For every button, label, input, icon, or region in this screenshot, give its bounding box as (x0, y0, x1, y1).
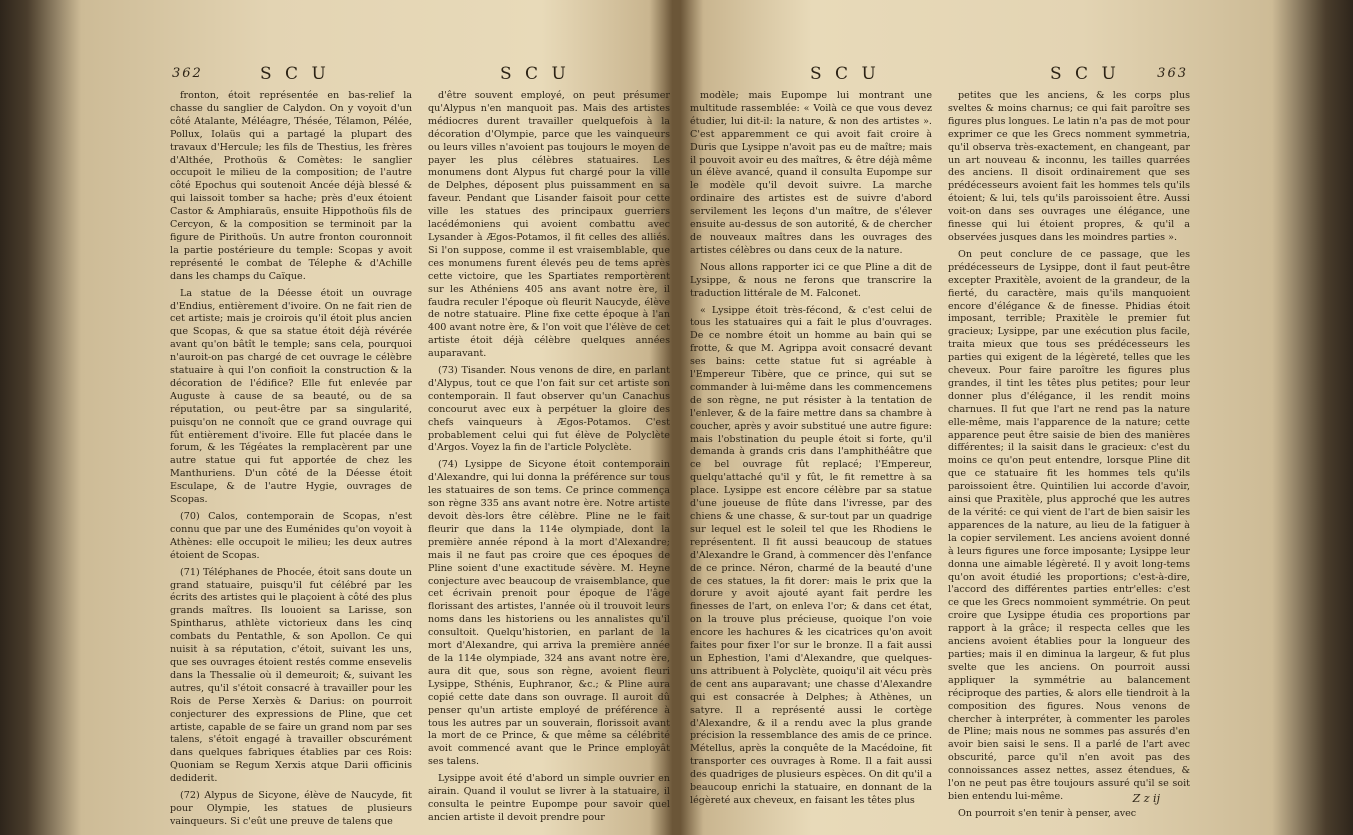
left-column-1 (170, 90, 412, 827)
paragraph: (72) Alypus de Sicyone, élève de Naucyde, fit pour Olympie, les statues de plusieurs vainqueurs. Si c'eût une preuve de talens que (170, 790, 412, 827)
left-page-header (170, 60, 670, 90)
paragraph: (74) Lysippe de Sicyone étoit contemporain d'Alexandre, qui lui donna la préférence sur tous les statuaires de son tems. Ce prince commença son règne 335 ans avant notre ère. Notre artiste devoit dès-lors être célèbre. Pline ne le fait fleurir que dans la 114e olympiade, dont la première année répond à la mort d'Alexandre; mais il ne faut pas croire que ces époques de Pline soient d'une exactitude sévère. M. Heyne conjecture avec beaucoup de vraisemblance, que cet écrivain prenoit pour époque de l'âge florissant des artistes, l'année où il trouvoit leurs noms dans les historiens ou les annalistes qu'il consultoit. Quelqu'historien, en parlant de la mort d'Alexandre, qui arriva la première année de la 114e olympiade, 324 ans avant notre ère, aura dit que, sous son règne, avoient fleuri Lysippe, Sthénis, Euphranor, &c.; & Pline aura copié cette date dans son ouvrage. Il auroit dû penser qu'un artiste employé de préférence à tous les autres par un souverain, florissoit avant la mort de ce Prince, & que même sa célébrité avoit commencé avant que le Prince employât ses talens. (428, 459, 670, 768)
signature-mark: Z z ij (1132, 792, 1160, 805)
right-page-header (690, 60, 1190, 90)
running-head-left: S C U (260, 64, 330, 84)
paragraph: La statue de la Déesse étoit un ouvrage d'Endius, entièrement d'ivoire. On ne fait rien de cet artiste; mais je croirois qu'il étoit plus ancien que Scopas, & que sa statue étoit déjà révérée avant qu'on bâtît le temple; sans cela, pourquoi n'auroit-on pas chargé de cet ouvrage le célèbre statuaire à qui l'on confioit la construction & la décoration de l'édifice? Elle fut enlevée par Auguste à cause de sa beauté, ou de sa réputation, ou peut-être par sa singularité, puisqu'on ne connoît que ce grand ouvrage qui fût entièrement d'ivoire. Elle fut placée dans le forum, & les Tégéates la remplacèrent par une autre statue qui fut apportée de chez les Manthuriens. D'un côté de la Déesse étoit Esculape, & de l'autre Hygie, ouvrages de Scopas. (170, 287, 412, 506)
paragraph: d'être souvent employé, on peut présumer qu'Alypus n'en manquoit pas. Mais des artistes médiocres durent travailler quelquefois à la décoration d'Olympie, parce que les vainqueurs ou leurs villes n'avoient pas toujours le moyen de payer les plus célèbres statuaires. Les monumens dont Alypus fut chargé pour la ville de Delphes, déposent plus puissamment en sa faveur. Pendant que Lisander faisoit pour cette ville les statues des principaux guerriers lacédémoniens qui avoient combattu avec Lysander à Ægos-Potamos, il fit celles des alliés. Si l'on suppose, comme il est vraisemblable, que ces monumens furent élevés peu de tems après cette victoire, que les Spartiates remportèrent sur les Athéniens 405 ans avant notre ère, il faudra reculer l'époque où fleurit Naucyde, élève de notre statuaire. Pline fixe cette époque à l'an 400 avant notre ère, & l'on voit que l'élève de cet artiste étoit déjà célèbre quelques années auparavant. (428, 90, 670, 360)
page-number: 362 (172, 66, 203, 81)
left-page (170, 60, 670, 827)
paragraph: Lysippe avoit été d'abord un simple ouvrier en airain. Quand il voulut se livrer à la statuaire, il consulta le peintre Eupompe pour savoir quel ancien artiste il devoit prendre pour (428, 773, 670, 823)
paragraph: Nous allons rapporter ici ce que Pline a dit de Lysippe, & nous ne ferons que transcrire la traduction littérale de M. Falconet. (690, 261, 932, 299)
left-column-2 (428, 90, 670, 823)
running-head-left: S C U (810, 64, 880, 84)
right-column-1 (690, 90, 932, 806)
page-number: 363 (1157, 66, 1188, 81)
paragraph: On peut conclure de ce passage, que les prédécesseurs de Lysippe, dont il faut peut-être excepter Praxitèle, avoient de la grandeur, de la fierté, du caractère, mais qu'ils manquoient encore d'élégance & de finesse. Phidias étoit imposant, terrible; Praxitèle le premier fut gracieux; Lysippe, par une exécution plus facile, traita mieux que tous ses prédécesseurs les parties qui exigent de la légèreté, telles que les cheveux. Pour faire paroître les figures plus grandes, il tint les têtes plus petites; pour leur donner plus d'élégance, il les rendit moins charnues. Il fut que l'art ne rend pas la nature elle-même, mais l'apparence de la nature; cette apparence peut être saisie de bien des manières différentes; il la saisit dans le gracieux: c'est du moins ce qu'on peut entendre, lorsque Pline dit que ce statuaire fit les hommes tels qu'ils paroissoient être. Quintilien lui accorde d'avoir, ainsi que Praxitèle, plus approché que les autres de la vérité: ce qui vient de l'art de bien saisir les apparences de la nature, au lieu de la fatiguer à la copier servilement. Les anciens avoient donné à leurs figures une force imposante; Lysippe leur donna une aimable légèreté. Il y avoit long-tems qu'on avoit étudié les proportions; c'est-à-dire, l'accord des différentes parties entr'elles: c'est ce que les Grecs nommoient symmétrie. On peut croire que Lysippe étudia ces proportions par rapport à la grâce; il respecta celles que les anciens avoient établies pour la longueur des parties; mais il en diminua la largeur, & fut plus svelte que les anciens. On pourroit aussi appliquer la symmétrie au balancement réciproque des parties, & alors elle tiendroit à la composition des figures. Nous venons de chercher à interpréter, à commenter les paroles de Pline; mais nous ne sommes pas assurés d'en avoir bien saisi le sens. Il a parlé de l'art avec obscurité, parce qu'il n'en avoit pas des connoissances assez nettes, assez étendues, & l'on ne peut pas être toujours assuré qu'il se soit bien entendu lui-même. (948, 248, 1190, 802)
paragraph: On pourroit s'en tenir à penser, avec (958, 807, 1137, 819)
running-head-right: S C U (500, 64, 570, 84)
paragraph: « Lysippe étoit très-fécond, & c'est celui de tous les statuaires qui a fait le plus d'ouvrages. De ce nombre étoit un homme au bain qui se frotte, & que M. Agrippa avoit consacré devant ses bains: cette statue fut si agréable à l'Empereur Tibère, que ce prince, qui sut se commander à lui-même dans les commencemens de son règne, ne put résister à la tentation de l'enlever, & de la faire mettre dans sa chambre à coucher, après y avoir substitué une autre figure: mais l'obstination du peuple étoit si forte, qu'il demanda à grands cris dans l'amphithéâtre que ce bel ouvrage fût replacé; l'Empereur, quelqu'attaché qu'il y fût, le fit remettre à sa place. Lysippe est encore célèbre par sa statue d'une joueuse de flûte dans l'ivresse, par des chiens & une chasse, & sur-tout par un quadrige sur lequel est le soleil tel que les Rhodiens le représentent. Il fit aussi beaucoup de statues d'Alexandre le Grand, à commencer dès l'enfance de ce prince. Néron, charmé de la beauté d'une de ces statues, la fit dorer: mais le prix que la dorure y avoit ajouté ayant fait perdre les finesses de l'art, on enleva l'or; & dans cet état, on la trouve plus précieuse, quoique l'on voie encore les hachures & les cicatrices qu'on avoit faites pour fixer l'or sur le bronze. Il a fait aussi un Ephestion, l'ami d'Alexandre, que quelques-uns attribuent à Polyclète, quoiqu'il ait vécu près de cent ans auparavant; une chasse d'Alexandre qui est consacrée à Delphes; à Athènes, un satyre. Il a représenté aussi le cortège d'Alexandre, & il a rendu avec la plus grande précision la ressemblance des amis de ce prince. Métellus, après la conquête de la Macédoine, fit transporter ces ouvrages à Rome. Il a fait aussi des quadriges de plusieurs espèces. On dit qu'il a beaucoup enrichi la statuaire, en donnant de la légèreté aux cheveux, en faisant les têtes plus (690, 304, 932, 806)
paragraph: (73) Tisander. Nous venons de dire, en parlant d'Alypus, tout ce que l'on fait sur cet artiste son contemporain. Il faut observer qu'un Canachus concourut avec eux à perpétuer la gloire des chefs vainqueurs à Ægos-Potamos. C'est probablement celui qui fut élève de Polyclète d'Argos. Voyez la fin de l'article Polyclète. (428, 365, 670, 454)
paragraph: fronton, étoit représentée en bas-relief la chasse du sanglier de Calydon. On y voyoit d'un côté Atalante, Méléagre, Thésée, Télamon, Pélée, Pollux, Iolaüs qui a partagé la plupart des travaux d'Hercule; les fils de Thestius, les frères d'Althée, Prothoüs & Comètes: le sanglier occupoit le milieu de la composition; de l'autre côté Epochus qui soutenoit Ancée déjà blessé & qui laissoit tomber sa hache; près d'eux étoient Castor & Amphiaraüs, ensuite Hippothoüs fils de Cercyon, & la composition se terminoit par la figure de Pirithoüs. Un autre fronton couronnoit la partie postérieure du temple: Scopas y avoit représenté le combat de Télephe & d'Achille dans les champs du Caïque. (170, 90, 412, 282)
running-head-right: S C U (1050, 64, 1120, 84)
right-page (690, 60, 1190, 819)
paragraph: (71) Téléphanes de Phocée, étoit sans doute un grand statuaire, puisqu'il fut célébré par les écrits des artistes qui le plaçoient à côté des plus grands maîtres. Ils louoient sa Larisse, son Spintharus, athlète victorieux dans les cinq combats du Pentathle, & son Apollon. Ce qui nuisit à sa réputation, c'étoit, suivant les uns, que ses ouvrages étoient restés comme ensevelis dans la Thessalie où il demeuroit; &, suivant les autres, qu'il s'étoit consacré à travailler pour les Rois de Perse Xerxès & Darius: on pourroit conjecturer des expressions de Pline, que cet artiste, capable de se faire un grand nom par ses talens, s'étoit engagé à travailler obscurément dans quelques fabriques établies par ces Rois: Quoniam se Regum Xerxis atque Darii officinis dediderit. (170, 566, 412, 785)
paragraph: (70) Calos, contemporain de Scopas, n'est connu que par une des Euménides qu'on voyoit à Athènes: elle occupoit le milieu; les deux autres étoient de Scopas. (170, 511, 412, 561)
paragraph: petites que les anciens, & les corps plus sveltes & moins charnus; ce qui fait paroître ses figures plus longues. Le latin n'a pas de mot pour exprimer ce que les Grecs nomment symmetria, qu'il observa très-exactement, en changeant, par un art nouveau & inconnu, les tailles quarrées des anciens. Il disoit ordinairement que ses prédécesseurs avoient fait les hommes tels qu'ils étoient; & lui, tels qu'ils paroissoient être. Aussi voit-on dans ses ouvrages une élégance, une finesse qui lui étoient propres, & qu'il a observées jusques dans les moindres parties ». (948, 90, 1190, 243)
paragraph: modèle; mais Eupompe lui montrant une multitude rassemblée: « Voilà ce que vous devez étudier, lui dit-il: la nature, & non des artistes ». C'est apparemment ce qui avoit fait croire à Duris que Lysippe n'avoit pas eu de maître; mais il pouvoit avoir eu des maîtres, & être déjà même un élève avancé, quand il consulta Eupompe sur le modèle qu'il devoit suivre. La marche ordinaire des artistes est de suivre d'abord servilement les leçons d'un maître, de s'élever ensuite au-dessus de son autorité, & de chercher de nouveaux maîtres dans les ouvrages des artistes célèbres ou dans ceux de la nature. (690, 90, 932, 256)
